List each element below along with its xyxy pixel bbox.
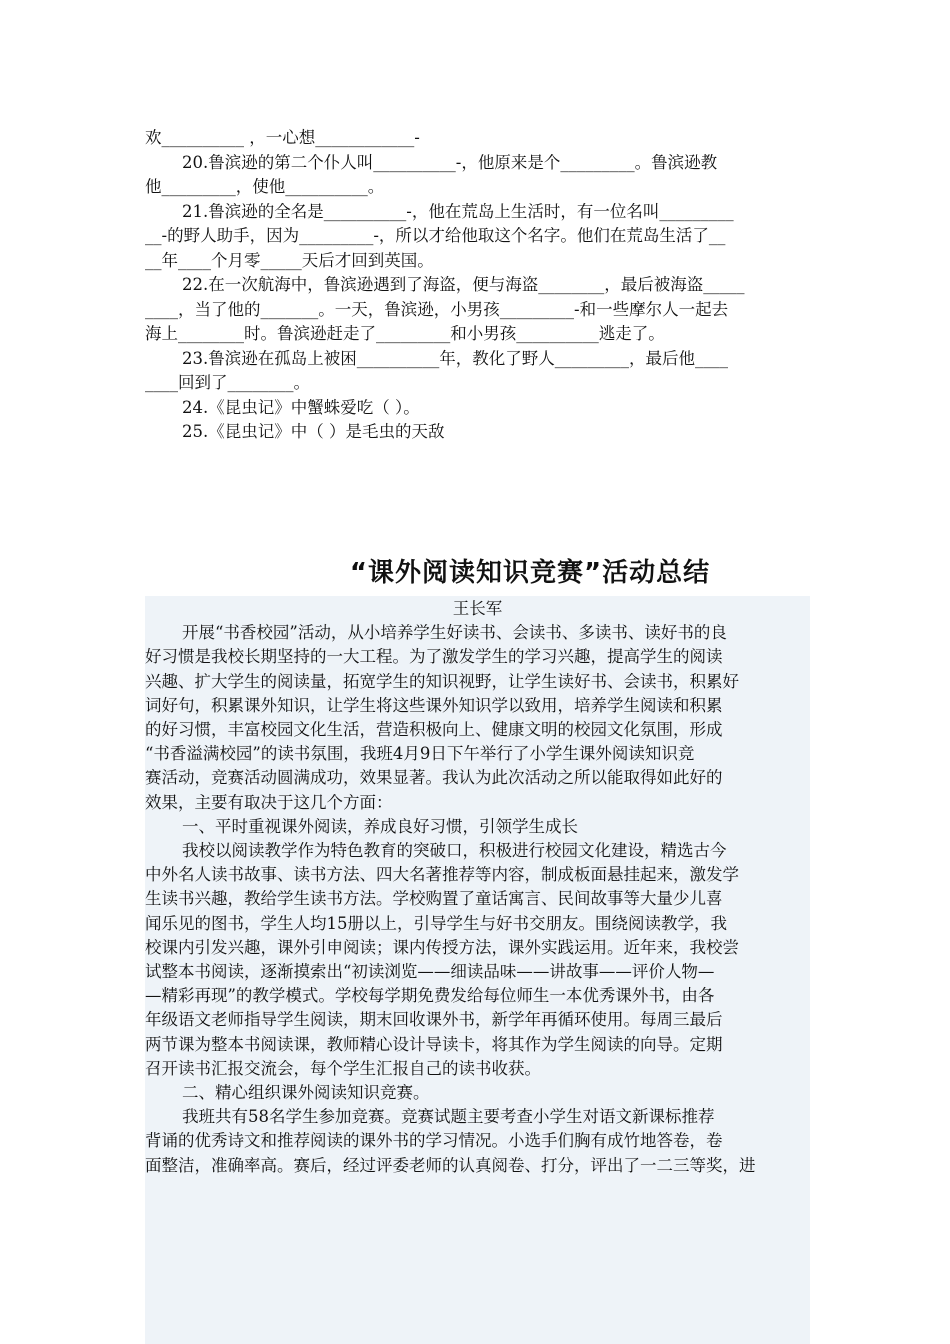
summary-line: 开展“书香校园”活动，从小培养学生好读书、会读书、多读书、读好书的良 [182,623,727,643]
question-line: 22.在一次航海中，鲁滨逊遇到了海盗，便与海盗________，最后被海盗_____ [182,275,745,294]
summary-body [145,621,810,1178]
summary-line: 中外名人读书故事、读书方法、四大名著推荐等内容，制成板面悬挂起来，激发学 [145,865,739,885]
summary-line: 生读书兴趣，教给学生读书方法。学校购置了童话寓言、民间故事等大量少儿喜 [145,889,723,909]
question-line: 他_________，使他__________。 [145,177,385,196]
question-line: 海上________时。鲁滨逊赶走了_________和小男孩__________逃走了。 [145,324,665,343]
question-line: __-的野人助手，因为_________-，所以才给他取这个名字。他们在荒岛生活了__ [145,226,726,245]
summary-line: 我班共有58名学生参加竞赛。竞赛试题主要考查小学生对语文新课标推荐 [182,1107,715,1127]
summary-line: 兴趣、扩大学生的阅读量，拓宽学生的知识视野，让学生读好书、会读书，积累好 [145,671,739,691]
author-name: 王长军 [452,599,503,618]
summary-line: 一、平时重视课外阅读，养成良好习惯，引领学生成长 [182,816,578,836]
summary-line: 好习惯是我校长期坚持的一大工程。为了激发学生的学习兴趣，提高学生的阅读 [145,647,723,667]
summary-line: 二、精心组织课外阅读知识竞赛。 [182,1083,430,1103]
question-line: 欢__________ ，一心想____________- [145,128,420,147]
question-line: __年____个月零_____天后才回到英国。 [145,250,434,270]
summary-line: 两节课为整本书阅读课，教师精心设计导读卡，将其作为学生阅读的向导。定期 [145,1034,723,1054]
question-line: 21.鲁滨逊的全名是__________-，他在荒岛上生活时，有一位名叫_________ [182,201,734,221]
question-line: 25.《昆虫记》中（ ）是毛虫的天敌 [182,422,445,441]
summary-line: —精彩再现”的教学模式。学校每学期免费发给每位师生一本优秀课外书，由各 [145,986,715,1006]
question-line: 23.鲁滨逊在孤岛上被困__________年，教化了野人_________，最后他____ [182,348,728,368]
summary-line: 召开读书汇报交流会，每个学生汇报自己的读书收获。 [145,1058,541,1078]
summary-line: “书香溢满校园”的读书氛围，我班4月9日下午举行了小学生课外阅读知识竞 [145,744,695,764]
summary-line: 闻乐见的图书，学生人均15册以上，引导学生与好书交朋友。围绕阅读教学，我 [145,913,727,933]
summary-line: 效果，主要有取决于这几个方面： [145,792,393,812]
summary-line: 校课内引发兴趣，课外引申阅读；课内传授方法，课外实践运用。近年来，我校尝 [145,937,739,957]
question-line: ____回到了________。 [145,373,310,392]
summary-line: 我校以阅读教学作为特色教育的突破口，积极进行校园文化建设，精选古今 [182,841,727,861]
summary-line: 的好习惯，丰富校园文化生活，营造积极向上、健康文明的校园文化氛围，形成 [145,720,723,740]
summary-line: 年级语文老师指导学生阅读，期末回收课外书，新学年再循环使用。每周三最后 [145,1010,723,1030]
summary-line: 背诵的优秀诗文和推荐阅读的课外书的学习情况。小选手们胸有成竹地答卷，卷 [145,1131,723,1151]
question-line: ____，当了他的_______。一天，鲁滨逊，小男孩_________-和一些摩尔人一起去 [145,299,729,319]
summary-line: 赛活动，竞赛活动圆满成功，效果显著。我认为此次活动之所以能取得如此好的 [145,768,723,788]
question-line: 24.《昆虫记》中蟹蛛爱吃（ ）。 [182,397,420,417]
question-line: 20.鲁滨逊的第二个仆人叫__________-，他原来是个_________。鲁滨逊教 [182,152,718,172]
summary-line: 面整洁，准确率高。赛后，经过评委老师的认真阅卷、打分，评出了一二三等奖，进 [145,1155,756,1175]
summary-title: “课外阅读知识竞赛”活动总结 [349,558,711,588]
summary-section [145,596,810,1344]
summary-line: 试整本书阅读，逐渐摸索出“初读浏览——细读品味——讲故事——评价人物— [145,962,715,982]
question-list [145,126,810,445]
summary-line: 词好句，积累课外知识，让学生将这些课外知识学以致用，培养学生阅读和积累 [145,695,723,715]
